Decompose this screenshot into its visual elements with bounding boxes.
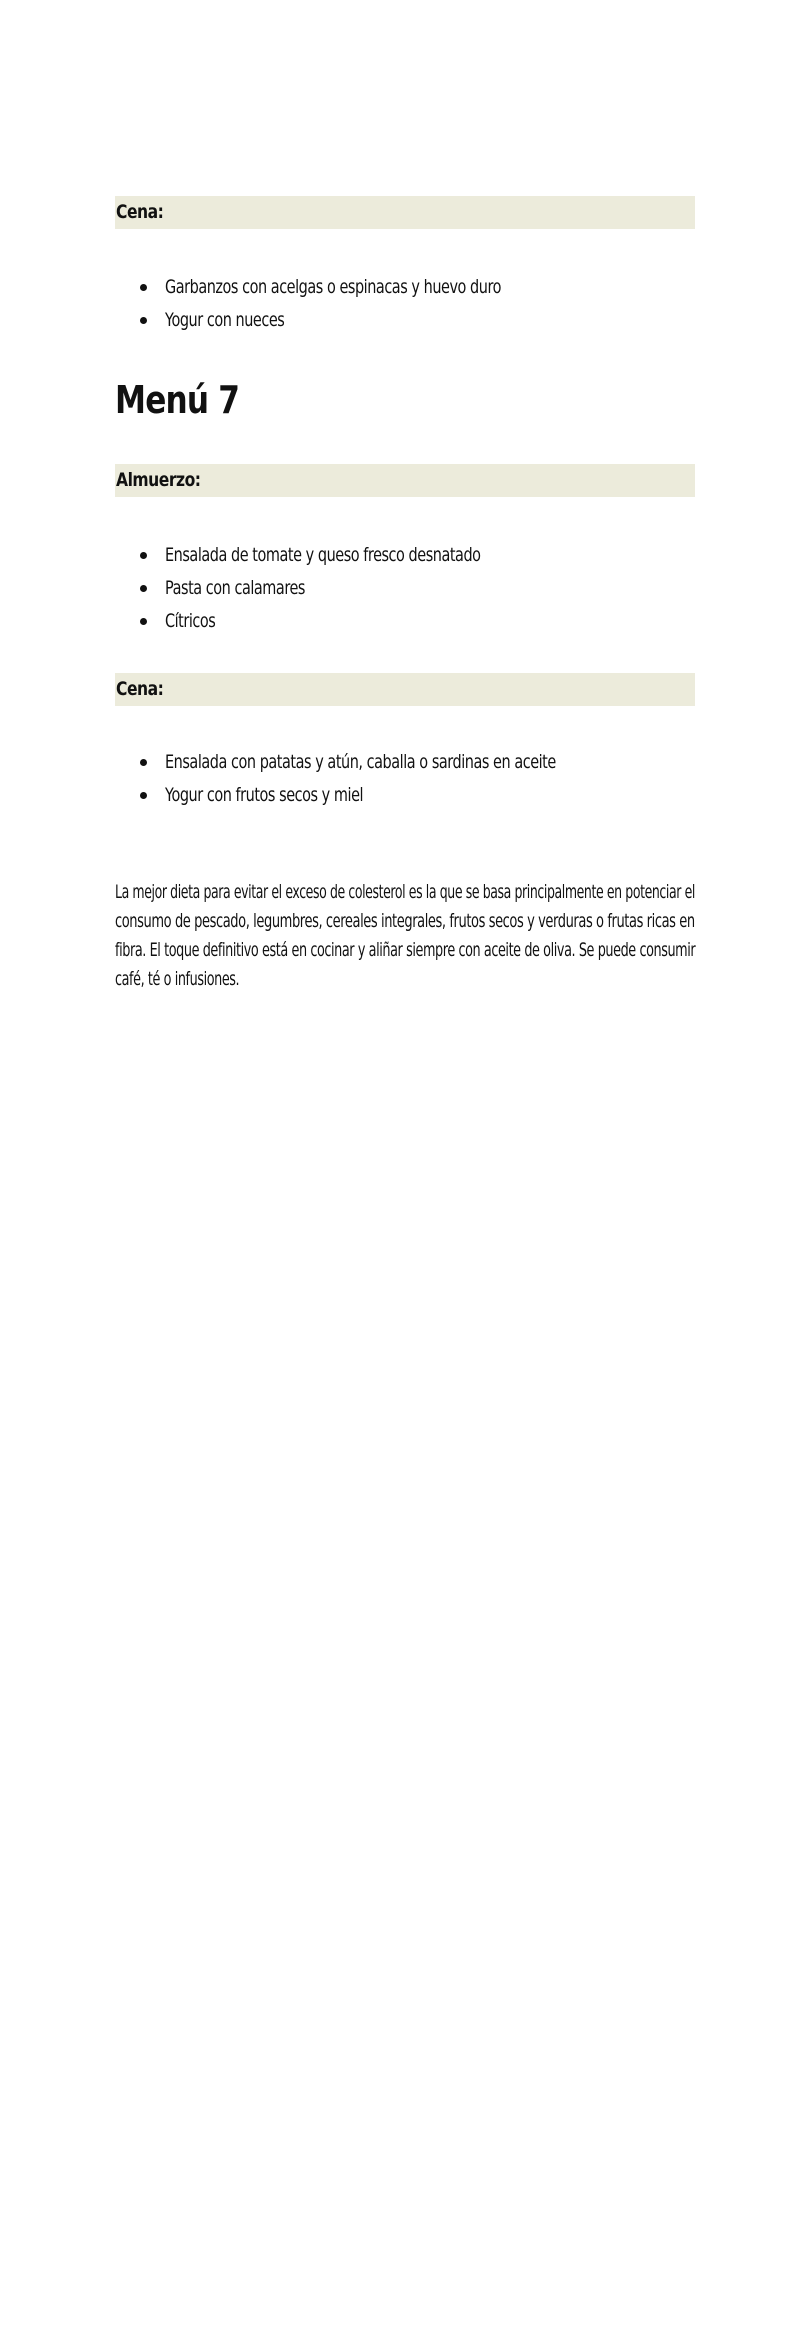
- section-heading-cena: [115, 196, 695, 229]
- list-item: [140, 779, 680, 812]
- bullet-icon: [140, 618, 147, 625]
- bullet-icon: [140, 585, 147, 592]
- closing-paragraph: [115, 878, 695, 994]
- list-item-text: Yogur con nueces: [165, 309, 285, 331]
- section-heading-label: Almuerzo:: [116, 469, 201, 491]
- list-item: [140, 605, 680, 638]
- list-item: [140, 746, 680, 779]
- cena-list: [140, 271, 680, 337]
- list-item-text: Garbanzos con acelgas o espinacas y huevo duro: [165, 276, 502, 298]
- section-heading-label: Cena:: [116, 678, 164, 700]
- bullet-icon: [140, 792, 147, 799]
- menu-title: [115, 378, 266, 422]
- paragraph-line: fibra. El toque definitivo está en cocinar y aliñar siempre con aceite de oliva. Se puede consumir: [115, 939, 696, 961]
- bullet-icon: [140, 552, 147, 559]
- section-heading-almuerzo: [115, 464, 695, 497]
- paragraph-line: consumo de pescado, legumbres, cereales integrales, frutos secos y verduras o frutas ricas en: [115, 910, 695, 932]
- list-item-text: Ensalada con patatas y atún, caballa o sardinas en aceite: [165, 751, 556, 773]
- list-item: [140, 271, 680, 304]
- paragraph-line: La mejor dieta para evitar el exceso de colesterol es la que se basa principalmente en potenciar el: [115, 881, 695, 903]
- cena-menu-7-list: [140, 746, 680, 812]
- list-item-text: Cítricos: [165, 610, 216, 632]
- list-item-text: Pasta con calamares: [165, 577, 305, 599]
- list-item: [140, 304, 680, 337]
- almuerzo-list: [140, 539, 680, 638]
- bullet-icon: [140, 284, 147, 291]
- bullet-icon: [140, 317, 147, 324]
- list-item: [140, 572, 680, 605]
- paragraph-line: café, té o infusiones.: [115, 968, 240, 990]
- section-heading-cena-menu-7: [115, 673, 695, 706]
- menu-title-text: Menú 7: [115, 378, 240, 422]
- bullet-icon: [140, 759, 147, 766]
- section-heading-label: Cena:: [116, 201, 164, 223]
- list-item: [140, 539, 680, 572]
- list-item-text: Yogur con frutos secos y miel: [165, 784, 364, 806]
- list-item-text: Ensalada de tomate y queso fresco desnatado: [165, 544, 481, 566]
